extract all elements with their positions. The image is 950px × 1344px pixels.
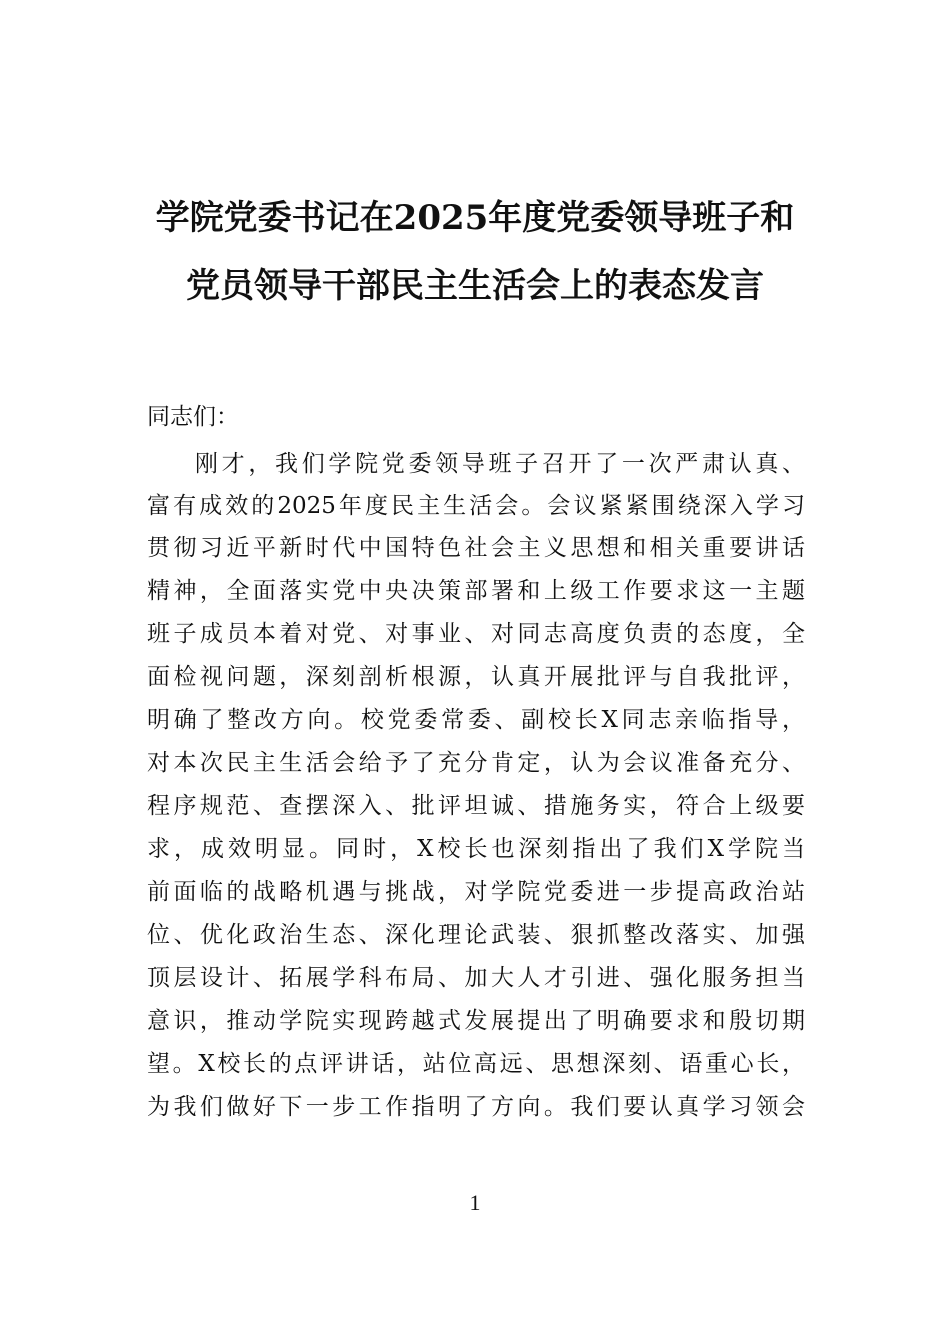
body-line-1: 刚才，我们学院党委领导班子召开了一次严肃认真、: [195, 451, 805, 477]
body-line-12: 位、优化政治生态、深化理论武装、狠抓整改落实、加强: [147, 922, 805, 948]
salutation: 同志们：: [147, 404, 239, 430]
body-line-11: 前面临的战略机遇与挑战，对学院党委进一步提高政治站: [147, 879, 805, 905]
body-line-3: 贯彻习近平新时代中国特色社会主义思想和相关重要讲话: [147, 535, 805, 561]
body-line-7: 明确了整改方向。校党委常委、副校长X同志亲临指导，: [147, 707, 805, 733]
body-line-6: 面检视问题，深刻剖析根源，认真开展批评与自我批评，: [147, 664, 805, 690]
body-line-16: 为我们做好下一步工作指明了方向。我们要认真学习领会: [147, 1094, 805, 1120]
body-line-2: 富有成效的2025年度民主生活会。会议紧紧围绕深入学习: [147, 493, 805, 519]
body-line-10: 求，成效明显。同时，X校长也深刻指出了我们X学院当: [147, 836, 805, 862]
body-line-13: 顶层设计、拓展学科布局、加大人才引进、强化服务担当: [147, 965, 805, 991]
document-title-line-2: 党员领导干部民主生活会上的表态发言: [186, 266, 764, 306]
page-number: 1: [469, 1190, 481, 1215]
body-line-5: 班子成员本着对党、对事业、对同志高度负责的态度，全: [147, 621, 805, 647]
document-title-line-1: 学院党委书记在2025年度党委领导班子和: [155, 198, 795, 238]
body-line-4: 精神，全面落实党中央决策部署和上级工作要求这一主题: [147, 578, 805, 604]
body-line-9: 程序规范、查摆深入、批评坦诚、措施务实，符合上级要: [147, 793, 805, 819]
body-line-8: 对本次民主生活会给予了充分肯定，认为会议准备充分、: [147, 750, 805, 776]
body-line-15: 望。X校长的点评讲话，站位高远、思想深刻、语重心长，: [147, 1051, 805, 1077]
body-line-14: 意识，推动学院实现跨越式发展提出了明确要求和殷切期: [147, 1008, 805, 1034]
